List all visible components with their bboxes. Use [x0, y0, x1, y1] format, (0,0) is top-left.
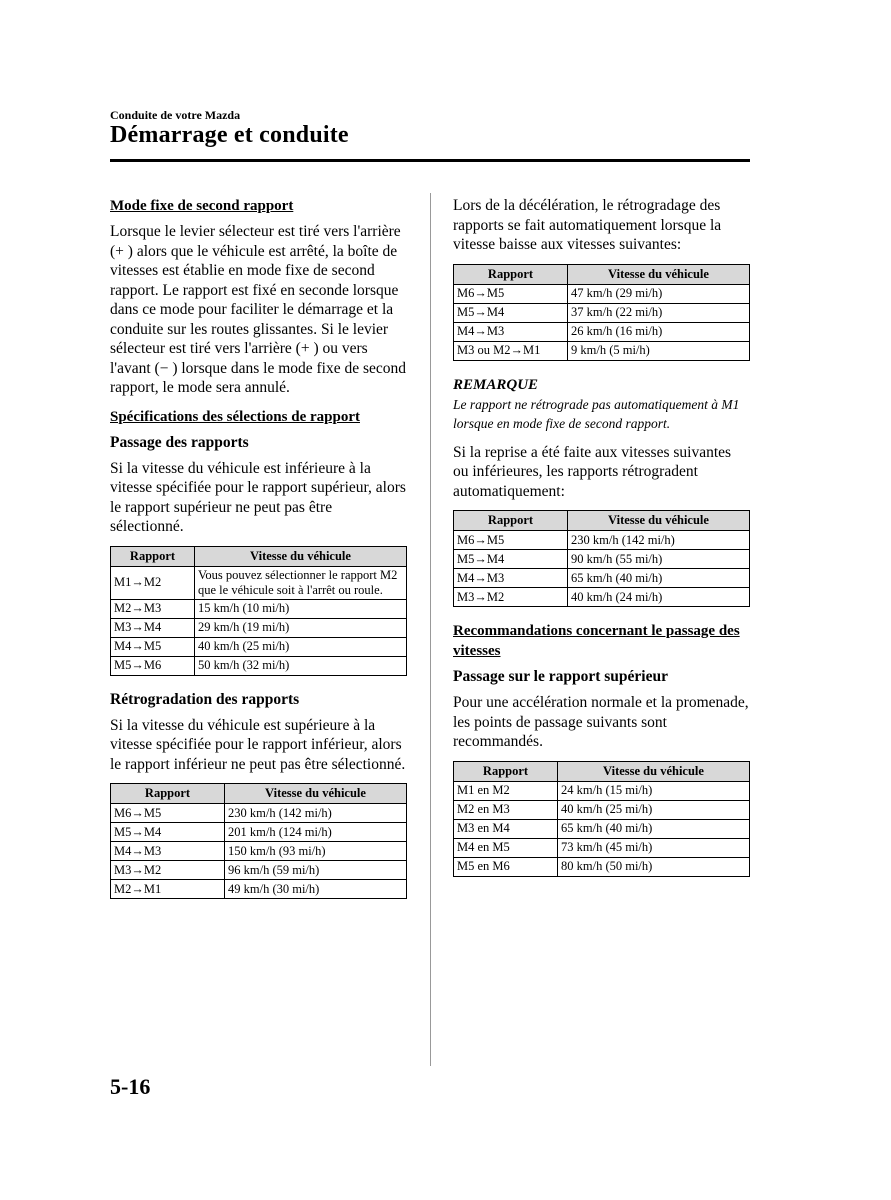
- table-row: [111, 618, 407, 637]
- table-row: [454, 857, 750, 876]
- gear-cell: M4 en M5: [454, 838, 558, 857]
- gear-cell: M5→M4: [454, 550, 568, 569]
- table-row: [454, 322, 750, 341]
- table-row: [111, 637, 407, 656]
- speed-cell: 29 km/h (19 mi/h): [195, 618, 407, 637]
- column-header-speed: Vitesse du véhicule: [558, 761, 750, 781]
- gear-cell: M2→M3: [111, 599, 195, 618]
- speed-cell: 230 km/h (142 mi/h): [568, 531, 750, 550]
- table-row: [454, 838, 750, 857]
- gear-cell: M5 en M6: [454, 857, 558, 876]
- upshift-table: [110, 546, 407, 676]
- speed-cell: Vous pouvez sélectionner le rapport M2 que le véhicule soit à l'arrêt ou roule.: [195, 566, 407, 599]
- table-row: [111, 823, 407, 842]
- gear-cell: M5→M4: [111, 823, 225, 842]
- table-row: [454, 531, 750, 550]
- speed-cell: 73 km/h (45 mi/h): [558, 838, 750, 857]
- table-row: [454, 341, 750, 360]
- table-row: [454, 781, 750, 800]
- paragraph-recommended: Pour une accélération normale et la promenade, les points de passage suivants sont recommandés.: [453, 694, 749, 750]
- column-header-speed: Vitesse du véhicule: [568, 511, 750, 531]
- heading-second-gear-mode: Mode fixe de second rapport: [110, 198, 294, 214]
- paragraph-deceleration: Lors de la décélération, le rétrogradage des rapports se fait automatiquement lorsque la vitesse baisse aux vitesses suivantes:: [453, 197, 722, 253]
- speed-cell: 47 km/h (29 mi/h): [568, 284, 750, 303]
- header-rule: [110, 159, 750, 162]
- gear-cell: M5→M6: [111, 656, 195, 675]
- gear-cell: M1 en M2: [454, 781, 558, 800]
- speed-cell: 24 km/h (15 mi/h): [558, 781, 750, 800]
- gear-cell: M2→M1: [111, 880, 225, 899]
- speed-cell: 90 km/h (55 mi/h): [568, 550, 750, 569]
- speed-cell: 150 km/h (93 mi/h): [225, 842, 407, 861]
- table-row: [111, 656, 407, 675]
- gear-cell: M4→M3: [454, 322, 568, 341]
- table-row: [454, 284, 750, 303]
- gear-cell: M6→M5: [111, 804, 225, 823]
- speed-cell: 65 km/h (40 mi/h): [558, 819, 750, 838]
- left-column: [110, 196, 407, 913]
- heading-downshift: Rétrogradation des rapports: [110, 690, 300, 708]
- column-header-gear: Rapport: [111, 546, 195, 566]
- speed-cell: 26 km/h (16 mi/h): [568, 322, 750, 341]
- heading-upshift-recommended: Passage sur le rapport supérieur: [453, 668, 668, 685]
- column-header-speed: Vitesse du véhicule: [225, 784, 407, 804]
- deceleration-table: [453, 264, 750, 361]
- gear-cell: M3→M2: [454, 588, 568, 607]
- paragraph-second-gear-mode: Lorsque le levier sélecteur est tiré vers l'arrière (+ ) alors que le véhicule est arrêté, la boîte de vitesses est établie en mode fixe de second rapport. Le rapport est fixé en seconde lorsque dans ce mode pour faciliter le démarrage et la conduite sur les routes glissantes. Si le levier sélecteur est tiré vers l'arrière (+ ) ou vers l'avant (− ) lorsque dans le mode fixe de second rapport, le mode sera annulé.: [110, 223, 407, 396]
- gear-cell: M1→M2: [111, 566, 195, 599]
- gear-cell: M6→M5: [454, 531, 568, 550]
- speed-cell: 40 km/h (24 mi/h): [568, 588, 750, 607]
- speed-cell: 201 km/h (124 mi/h): [225, 823, 407, 842]
- heading-upshift: Passage des rapports: [110, 433, 249, 451]
- column-header-gear: Rapport: [111, 784, 225, 804]
- table-row: [454, 550, 750, 569]
- paragraph-kickdown: Si la reprise a été faite aux vitesses suivantes ou inférieures, les rapports rétrogradent automatiquement:: [453, 443, 732, 500]
- speed-cell: 9 km/h (5 mi/h): [568, 341, 750, 360]
- column-header-speed: Vitesse du véhicule: [195, 546, 407, 566]
- table-row: [111, 861, 407, 880]
- paragraph-upshift: Si la vitesse du véhicule est inférieure à la vitesse spécifiée pour le rapport supérieur, alors le rapport supérieur ne peut pas être sélectionné.: [110, 459, 406, 535]
- gear-cell: M3→M4: [111, 618, 195, 637]
- table-row: [454, 819, 750, 838]
- gear-cell: M5→M4: [454, 303, 568, 322]
- speed-cell: 37 km/h (22 mi/h): [568, 303, 750, 322]
- remarque-title: REMARQUE: [453, 376, 539, 393]
- section-label: Conduite de votre Mazda: [110, 108, 241, 122]
- kickdown-table: [453, 510, 750, 607]
- downshift-table: [110, 783, 407, 899]
- gear-cell: M4→M3: [454, 569, 568, 588]
- gear-cell: M3→M2: [111, 861, 225, 880]
- page-title: Démarrage et conduite: [110, 122, 349, 148]
- recommended-shift-table: [453, 761, 750, 877]
- column-header-speed: Vitesse du véhicule: [568, 264, 750, 284]
- column-header-gear: Rapport: [454, 264, 568, 284]
- paragraph-downshift: Si la vitesse du véhicule est supérieure à la vitesse spécifiée pour le rapport inférieur, alors le rapport inférieur ne peut pas être sélectionné.: [110, 716, 406, 773]
- speed-cell: 50 km/h (32 mi/h): [195, 656, 407, 675]
- page-number: 5-16: [110, 1074, 151, 1099]
- table-row: [111, 880, 407, 899]
- right-column: [453, 196, 750, 891]
- heading-gear-specs: Spécifications des sélections de rapport: [110, 408, 360, 425]
- table-row: [454, 569, 750, 588]
- gear-cell: M3 ou M2→M1: [454, 341, 568, 360]
- heading-recommendations: Recommandations concernant le passage des vitesses: [453, 623, 740, 659]
- gear-cell: M4→M5: [111, 637, 195, 656]
- speed-cell: 15 km/h (10 mi/h): [195, 599, 407, 618]
- speed-cell: 96 km/h (59 mi/h): [225, 861, 407, 880]
- column-header-gear: Rapport: [454, 511, 568, 531]
- speed-cell: 40 km/h (25 mi/h): [558, 800, 750, 819]
- table-row: [111, 599, 407, 618]
- gear-cell: M3 en M4: [454, 819, 558, 838]
- column-divider: [430, 193, 431, 1066]
- gear-cell: M6→M5: [454, 284, 568, 303]
- speed-cell: 230 km/h (142 mi/h): [225, 804, 407, 823]
- table-row: [111, 842, 407, 861]
- remarque-body: Le rapport ne rétrograde pas automatiquement à M1 lorsque en mode fixe de second rapport.: [453, 396, 740, 431]
- table-row: [454, 588, 750, 607]
- gear-cell: M4→M3: [111, 842, 225, 861]
- column-header-gear: Rapport: [454, 761, 558, 781]
- table-row: [454, 800, 750, 819]
- speed-cell: 40 km/h (25 mi/h): [195, 637, 407, 656]
- table-row: [111, 804, 407, 823]
- speed-cell: 49 km/h (30 mi/h): [225, 880, 407, 899]
- speed-cell: 80 km/h (50 mi/h): [558, 857, 750, 876]
- table-row: [454, 303, 750, 322]
- speed-cell: 65 km/h (40 mi/h): [568, 569, 750, 588]
- table-row: [111, 566, 407, 599]
- gear-cell: M2 en M3: [454, 800, 558, 819]
